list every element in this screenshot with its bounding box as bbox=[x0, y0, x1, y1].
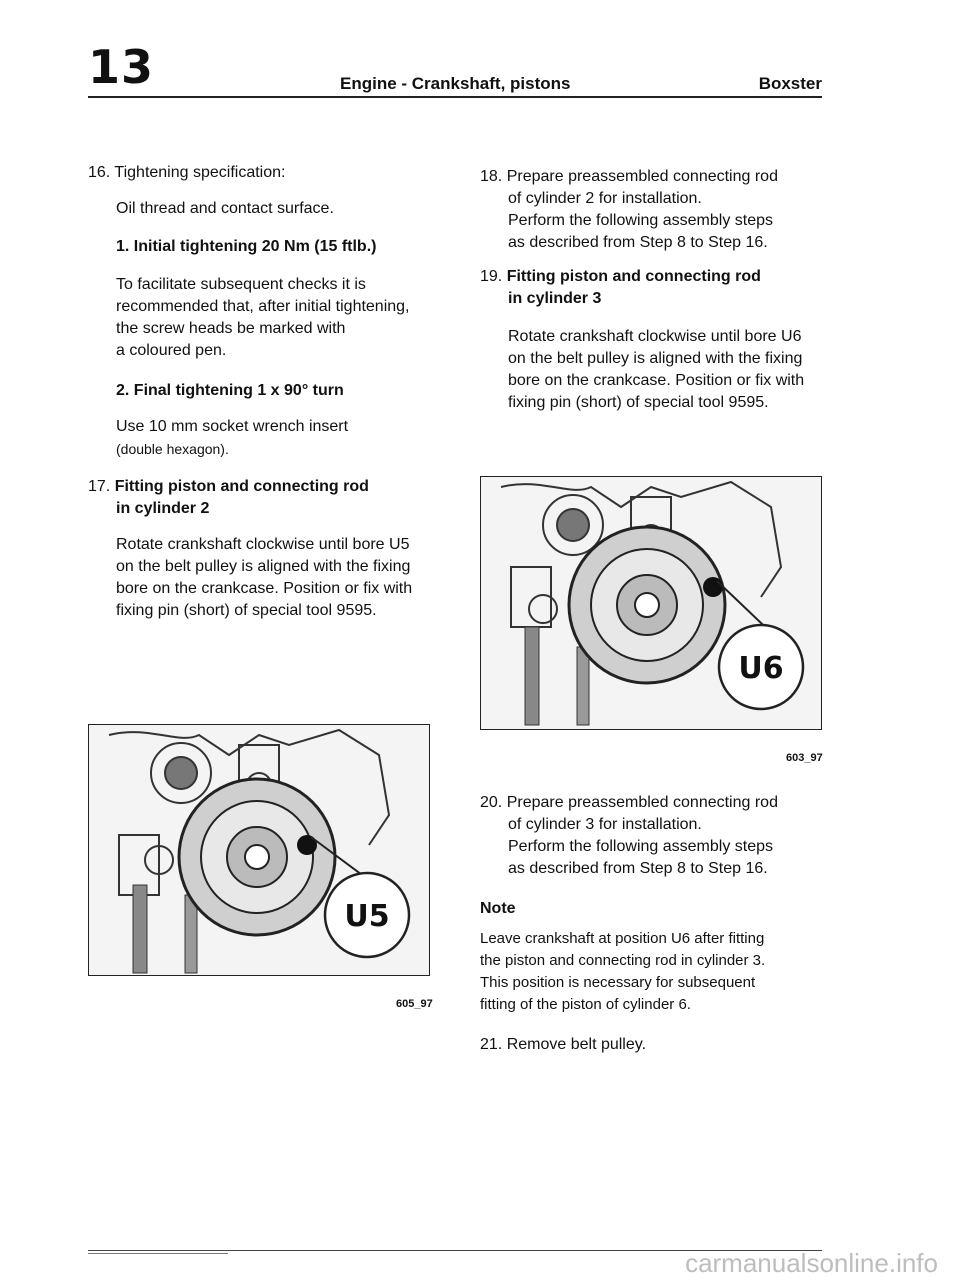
step20-line: Prepare preassembled connecting rod bbox=[506, 794, 778, 811]
step19-body-line: bore on the crankcase. Position or fix with bbox=[508, 372, 805, 389]
figure-u5 bbox=[88, 724, 430, 976]
step20-line: of cylinder 3 for installation. bbox=[508, 816, 702, 833]
step19-number: 19. bbox=[480, 268, 503, 285]
step18-line: Prepare preassembled connecting rod bbox=[506, 168, 778, 185]
recommend-line: the screw heads be marked with bbox=[116, 320, 346, 337]
step19-title-line: in cylinder 3 bbox=[508, 290, 602, 307]
socket-line: Use 10 mm socket wrench insert bbox=[116, 418, 349, 435]
step19-body-line: fixing pin (short) of special tool 9595. bbox=[508, 394, 769, 411]
final-tightening: 2. Final tightening 1 x 90° turn bbox=[116, 382, 344, 399]
socket-line: (double hexagon). bbox=[116, 441, 229, 457]
pulley-diagram-u5 bbox=[89, 725, 429, 975]
note-body bbox=[480, 928, 840, 1016]
step19-title-line: Fitting piston and connecting rod bbox=[506, 268, 761, 285]
step16-number: 16. bbox=[88, 164, 111, 181]
step20-line: Perform the following assembly steps bbox=[508, 838, 773, 855]
step21: 21. Remove belt pulley. bbox=[480, 1036, 647, 1053]
step17-title-line: in cylinder 2 bbox=[116, 500, 210, 517]
initial-tightening: 1. Initial tightening 20 Nm (15 ftlb.) bbox=[116, 238, 377, 255]
socket-text bbox=[88, 416, 448, 460]
step19-body-line: Rotate crankshaft clockwise until bore U6 bbox=[508, 328, 802, 345]
section-number: 13 bbox=[88, 40, 155, 94]
step17-body-line: bore on the crankcase. Position or fix with bbox=[116, 580, 413, 597]
step18-number: 18. bbox=[480, 168, 503, 185]
note-line: the piston and connecting rod in cylinder 3. bbox=[480, 952, 766, 969]
step19-heading bbox=[480, 266, 840, 310]
page-title: Engine - Crankshaft, pistons bbox=[340, 74, 571, 93]
oil-note: Oil thread and contact surface. bbox=[116, 200, 334, 217]
right-column bbox=[480, 166, 840, 414]
step18-line: Perform the following assembly steps bbox=[508, 212, 773, 229]
note-line: Leave crankshaft at position U6 after fitting bbox=[480, 930, 765, 947]
footer-divider-short bbox=[88, 1253, 228, 1254]
note-line: This position is necessary for subsequent bbox=[480, 974, 756, 991]
step20-line: as described from Step 8 to Step 16. bbox=[508, 860, 768, 877]
step17-body-line: fixing pin (short) of special tool 9595. bbox=[116, 602, 377, 619]
note-line: fitting of the piston of cylinder 6. bbox=[480, 996, 691, 1013]
figure-caption-u5: 605_97 bbox=[396, 998, 433, 1010]
step17-body bbox=[88, 534, 448, 622]
header-divider bbox=[88, 96, 822, 98]
step16-title: Tightening specification: bbox=[114, 164, 286, 181]
step19-body bbox=[480, 326, 840, 414]
figure-caption-u6: 603_97 bbox=[786, 752, 823, 764]
watermark: carmanualsonline.info bbox=[685, 1248, 938, 1278]
step17-number: 17. bbox=[88, 478, 111, 495]
figure-label-u6: U6 bbox=[738, 651, 784, 686]
step17-body-line: Rotate crankshaft clockwise until bore U5 bbox=[116, 536, 410, 553]
step17-body-line: on the belt pulley is aligned with the fixing bbox=[116, 558, 411, 575]
step18-line: of cylinder 2 for installation. bbox=[508, 190, 702, 207]
recommend-line: To facilitate subsequent checks it is bbox=[116, 276, 366, 293]
figure-u6 bbox=[480, 476, 822, 730]
step17-heading bbox=[88, 476, 448, 520]
step20-number: 20. bbox=[480, 794, 503, 811]
recommend-line: recommended that, after initial tightening, bbox=[116, 298, 410, 315]
step19-body-line: on the belt pulley is aligned with the fixing bbox=[508, 350, 803, 367]
model-name: Boxster bbox=[758, 74, 822, 93]
note-heading: Note bbox=[480, 900, 516, 917]
recommend-line: a coloured pen. bbox=[116, 342, 227, 359]
pulley-diagram-u6 bbox=[481, 477, 821, 729]
left-column bbox=[88, 162, 448, 622]
step17-title-line: Fitting piston and connecting rod bbox=[114, 478, 369, 495]
step18-line: as described from Step 8 to Step 16. bbox=[508, 234, 768, 251]
figure-label-u5: U5 bbox=[344, 899, 390, 934]
right-column-lower bbox=[480, 792, 840, 1056]
recommend-text bbox=[88, 274, 448, 362]
